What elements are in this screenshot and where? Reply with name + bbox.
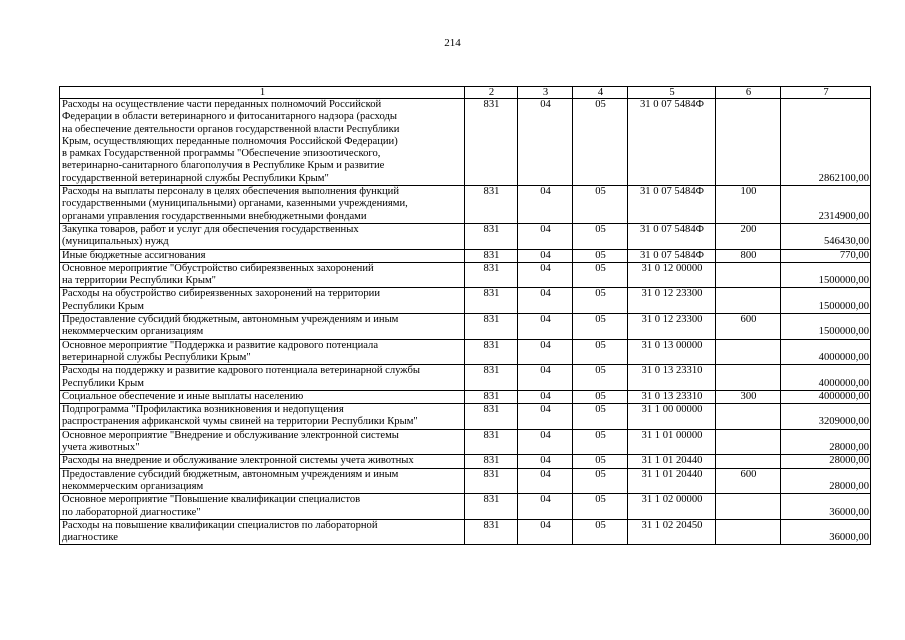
section-code-cell: 04 xyxy=(518,519,573,545)
admin-code-cell: 831 xyxy=(465,223,518,249)
description-cell xyxy=(60,288,465,314)
expense-type-cell xyxy=(716,519,781,545)
header-cell: 6 xyxy=(716,87,781,99)
expense-type-cell: 200 xyxy=(716,223,781,249)
target-article-cell: 31 0 07 5484Ф xyxy=(628,99,716,186)
section-code-cell: 04 xyxy=(518,262,573,288)
section-code-cell: 04 xyxy=(518,223,573,249)
amount-cell: 36000,00 xyxy=(781,519,871,545)
admin-code-cell: 831 xyxy=(465,288,518,314)
table-header-row xyxy=(60,87,871,99)
header-cell: 4 xyxy=(573,87,628,99)
section-code-cell: 04 xyxy=(518,365,573,391)
admin-code-cell: 831 xyxy=(465,404,518,430)
section-code-cell: 04 xyxy=(518,455,573,468)
admin-code-cell: 831 xyxy=(465,468,518,494)
expense-type-cell: 800 xyxy=(716,249,781,262)
expense-type-cell xyxy=(716,365,781,391)
admin-code-cell: 831 xyxy=(465,455,518,468)
description-line: распространения африканской чумы свиней на территории Республики Крым" xyxy=(62,416,418,428)
section-code-cell: 04 xyxy=(518,186,573,224)
section-code-cell: 04 xyxy=(518,429,573,455)
table-row xyxy=(60,262,871,288)
expense-type-cell xyxy=(716,99,781,186)
description-line: в рамках Государственной программы "Обеспечение эпизоотического, xyxy=(62,148,381,160)
amount-cell: 770,00 xyxy=(781,249,871,262)
table-row xyxy=(60,288,871,314)
table-row xyxy=(60,468,871,494)
admin-code-cell: 831 xyxy=(465,339,518,365)
description-line: Закупка товаров, работ и услуг для обеспечения государственных xyxy=(62,223,359,235)
expense-type-cell xyxy=(716,339,781,365)
description-cell xyxy=(60,314,465,340)
description-line: некоммерческим организациям xyxy=(62,326,204,338)
subsection-code-cell: 05 xyxy=(573,404,628,430)
description-line: Республики Крым xyxy=(62,300,144,312)
description-line: Предоставление субсидий бюджетным, автономным учреждениям и иным xyxy=(62,468,399,480)
table-row xyxy=(60,494,871,520)
table-row xyxy=(60,404,871,430)
header-cell: 7 xyxy=(781,87,871,99)
description-cell xyxy=(60,262,465,288)
header-cell: 5 xyxy=(628,87,716,99)
section-code-cell: 04 xyxy=(518,249,573,262)
section-code-cell: 04 xyxy=(518,390,573,403)
admin-code-cell: 831 xyxy=(465,262,518,288)
expense-type-cell: 600 xyxy=(716,314,781,340)
description-cell xyxy=(60,390,465,403)
target-article-cell: 31 1 02 00000 xyxy=(628,494,716,520)
table-row xyxy=(60,99,871,186)
description-line: некоммерческим организациям xyxy=(62,480,204,492)
description-line: Социальное обеспечение и иные выплаты населению xyxy=(62,390,304,402)
amount-cell: 4000000,00 xyxy=(781,390,871,403)
description-line: Расходы на поддержку и развитие кадрового потенциала ветеринарной службы xyxy=(62,365,420,377)
target-article-cell: 31 1 01 00000 xyxy=(628,429,716,455)
description-line: Расходы на выплаты персоналу в целях обеспечения выполнения функций xyxy=(62,186,400,198)
page-number: 214 xyxy=(444,37,461,49)
subsection-code-cell: 05 xyxy=(573,494,628,520)
header-cell: 2 xyxy=(465,87,518,99)
subsection-code-cell: 05 xyxy=(573,390,628,403)
subsection-code-cell: 05 xyxy=(573,519,628,545)
admin-code-cell: 831 xyxy=(465,99,518,186)
admin-code-cell: 831 xyxy=(465,249,518,262)
description-line: диагностике xyxy=(62,532,118,544)
description-cell xyxy=(60,404,465,430)
description-line: на обеспечение деятельности органов государственной власти Республики xyxy=(62,123,400,135)
table-row xyxy=(60,390,871,403)
amount-cell: 1500000,00 xyxy=(781,314,871,340)
amount-cell: 2314900,00 xyxy=(781,186,871,224)
expense-type-cell xyxy=(716,494,781,520)
description-line: Основное мероприятие "Обустройство сибиреязвенных захоронений xyxy=(62,262,374,274)
admin-code-cell: 831 xyxy=(465,365,518,391)
section-code-cell: 04 xyxy=(518,339,573,365)
expense-type-cell xyxy=(716,288,781,314)
description-cell xyxy=(60,455,465,468)
target-article-cell: 31 0 07 5484Ф xyxy=(628,223,716,249)
target-article-cell: 31 0 13 00000 xyxy=(628,339,716,365)
description-line: по лабораторной диагностике" xyxy=(62,506,201,518)
subsection-code-cell: 05 xyxy=(573,249,628,262)
subsection-code-cell: 05 xyxy=(573,314,628,340)
description-line: Крым, осуществляющих переданные полномочия Российской Федерации) xyxy=(62,135,398,147)
target-article-cell: 31 1 01 20440 xyxy=(628,468,716,494)
description-line: Основное мероприятие "Поддержка и развитие кадрового потенциала xyxy=(62,339,379,351)
table-row xyxy=(60,429,871,455)
amount-cell: 1500000,00 xyxy=(781,262,871,288)
table-row xyxy=(60,339,871,365)
description-line: Предоставление субсидий бюджетным, автономным учреждениям и иным xyxy=(62,314,399,326)
admin-code-cell: 831 xyxy=(465,186,518,224)
description-line: Основное мероприятие "Внедрение и обслуживание электронной системы xyxy=(62,429,399,441)
header-cell: 1 xyxy=(60,87,465,99)
target-article-cell: 31 1 01 20440 xyxy=(628,455,716,468)
amount-cell: 36000,00 xyxy=(781,494,871,520)
description-cell xyxy=(60,339,465,365)
target-article-cell: 31 1 02 20450 xyxy=(628,519,716,545)
description-line: Расходы на осуществление части переданных полномочий Российской xyxy=(62,99,382,110)
expense-type-cell xyxy=(716,455,781,468)
table-row xyxy=(60,519,871,545)
description-cell xyxy=(60,186,465,224)
description-line: Подпрограмма "Профилактика возникновения и недопущения xyxy=(62,404,344,416)
header-cell: 3 xyxy=(518,87,573,99)
expense-type-cell: 300 xyxy=(716,390,781,403)
description-line: Расходы на обустройство сибиреязвенных захоронений на территории xyxy=(62,288,380,300)
description-cell xyxy=(60,99,465,186)
expense-type-cell: 100 xyxy=(716,186,781,224)
description-line: ветеринарно-санитарного благополучия в Республике Крым и развитие xyxy=(62,160,385,172)
description-line: государственной ветеринарной службы Республики Крым" xyxy=(62,172,329,184)
section-code-cell: 04 xyxy=(518,288,573,314)
subsection-code-cell: 05 xyxy=(573,365,628,391)
amount-cell: 2862100,00 xyxy=(781,99,871,186)
amount-cell: 3209000,00 xyxy=(781,404,871,430)
expense-type-cell xyxy=(716,404,781,430)
section-code-cell: 04 xyxy=(518,404,573,430)
amount-cell: 28000,00 xyxy=(781,455,871,468)
description-cell xyxy=(60,223,465,249)
description-line: государственными (муниципальными) органами, казенными учреждениями, xyxy=(62,198,408,210)
description-line: органами управления государственными внебюджетными фондами xyxy=(62,210,367,222)
subsection-code-cell: 05 xyxy=(573,468,628,494)
section-code-cell: 04 xyxy=(518,494,573,520)
subsection-code-cell: 05 xyxy=(573,429,628,455)
description-line: Иные бюджетные ассигнования xyxy=(62,249,206,261)
amount-cell: 4000000,00 xyxy=(781,365,871,391)
table-row xyxy=(60,314,871,340)
amount-cell: 4000000,00 xyxy=(781,339,871,365)
target-article-cell: 31 1 00 00000 xyxy=(628,404,716,430)
table-row xyxy=(60,249,871,262)
amount-cell: 28000,00 xyxy=(781,429,871,455)
section-code-cell: 04 xyxy=(518,99,573,186)
admin-code-cell: 831 xyxy=(465,390,518,403)
description-cell xyxy=(60,249,465,262)
table-row xyxy=(60,223,871,249)
admin-code-cell: 831 xyxy=(465,429,518,455)
subsection-code-cell: 05 xyxy=(573,186,628,224)
subsection-code-cell: 05 xyxy=(573,288,628,314)
description-cell xyxy=(60,429,465,455)
subsection-code-cell: 05 xyxy=(573,339,628,365)
target-article-cell: 31 0 13 23310 xyxy=(628,365,716,391)
amount-cell: 546430,00 xyxy=(781,223,871,249)
description-line: Расходы на внедрение и обслуживание электронной системы учета животных xyxy=(62,455,414,467)
section-code-cell: 04 xyxy=(518,314,573,340)
admin-code-cell: 831 xyxy=(465,519,518,545)
expense-type-cell xyxy=(716,429,781,455)
admin-code-cell: 831 xyxy=(465,314,518,340)
table-row xyxy=(60,186,871,224)
description-line: учета животных" xyxy=(62,442,140,454)
description-cell xyxy=(60,365,465,391)
description-line: Расходы на повышение квалификации специалистов по лабораторной xyxy=(62,519,378,531)
target-article-cell: 31 0 07 5484Ф xyxy=(628,186,716,224)
target-article-cell: 31 0 07 5484Ф xyxy=(628,249,716,262)
admin-code-cell: 831 xyxy=(465,494,518,520)
subsection-code-cell: 05 xyxy=(573,455,628,468)
target-article-cell: 31 0 12 23300 xyxy=(628,314,716,340)
amount-cell: 28000,00 xyxy=(781,468,871,494)
description-cell xyxy=(60,468,465,494)
subsection-code-cell: 05 xyxy=(573,223,628,249)
target-article-cell: 31 0 13 23310 xyxy=(628,390,716,403)
target-article-cell: 31 0 12 00000 xyxy=(628,262,716,288)
subsection-code-cell: 05 xyxy=(573,99,628,186)
description-line: ветеринарной службы Республики Крым" xyxy=(62,351,251,363)
description-line: Основное мероприятие "Повышение квалификации специалистов xyxy=(62,494,361,506)
budget-table xyxy=(59,86,871,545)
table-row xyxy=(60,455,871,468)
description-line: на территории Республики Крым" xyxy=(62,275,216,287)
description-cell xyxy=(60,519,465,545)
subsection-code-cell: 05 xyxy=(573,262,628,288)
expense-type-cell: 600 xyxy=(716,468,781,494)
description-line: Республики Крым xyxy=(62,377,144,389)
section-code-cell: 04 xyxy=(518,468,573,494)
description-line: Федерации в области ветеринарного и фитосанитарного надзора (расходы xyxy=(62,111,397,123)
amount-cell: 1500000,00 xyxy=(781,288,871,314)
table-row xyxy=(60,365,871,391)
description-line: (муниципальных) нужд xyxy=(62,236,169,248)
target-article-cell: 31 0 12 23300 xyxy=(628,288,716,314)
expense-type-cell xyxy=(716,262,781,288)
description-cell xyxy=(60,494,465,520)
